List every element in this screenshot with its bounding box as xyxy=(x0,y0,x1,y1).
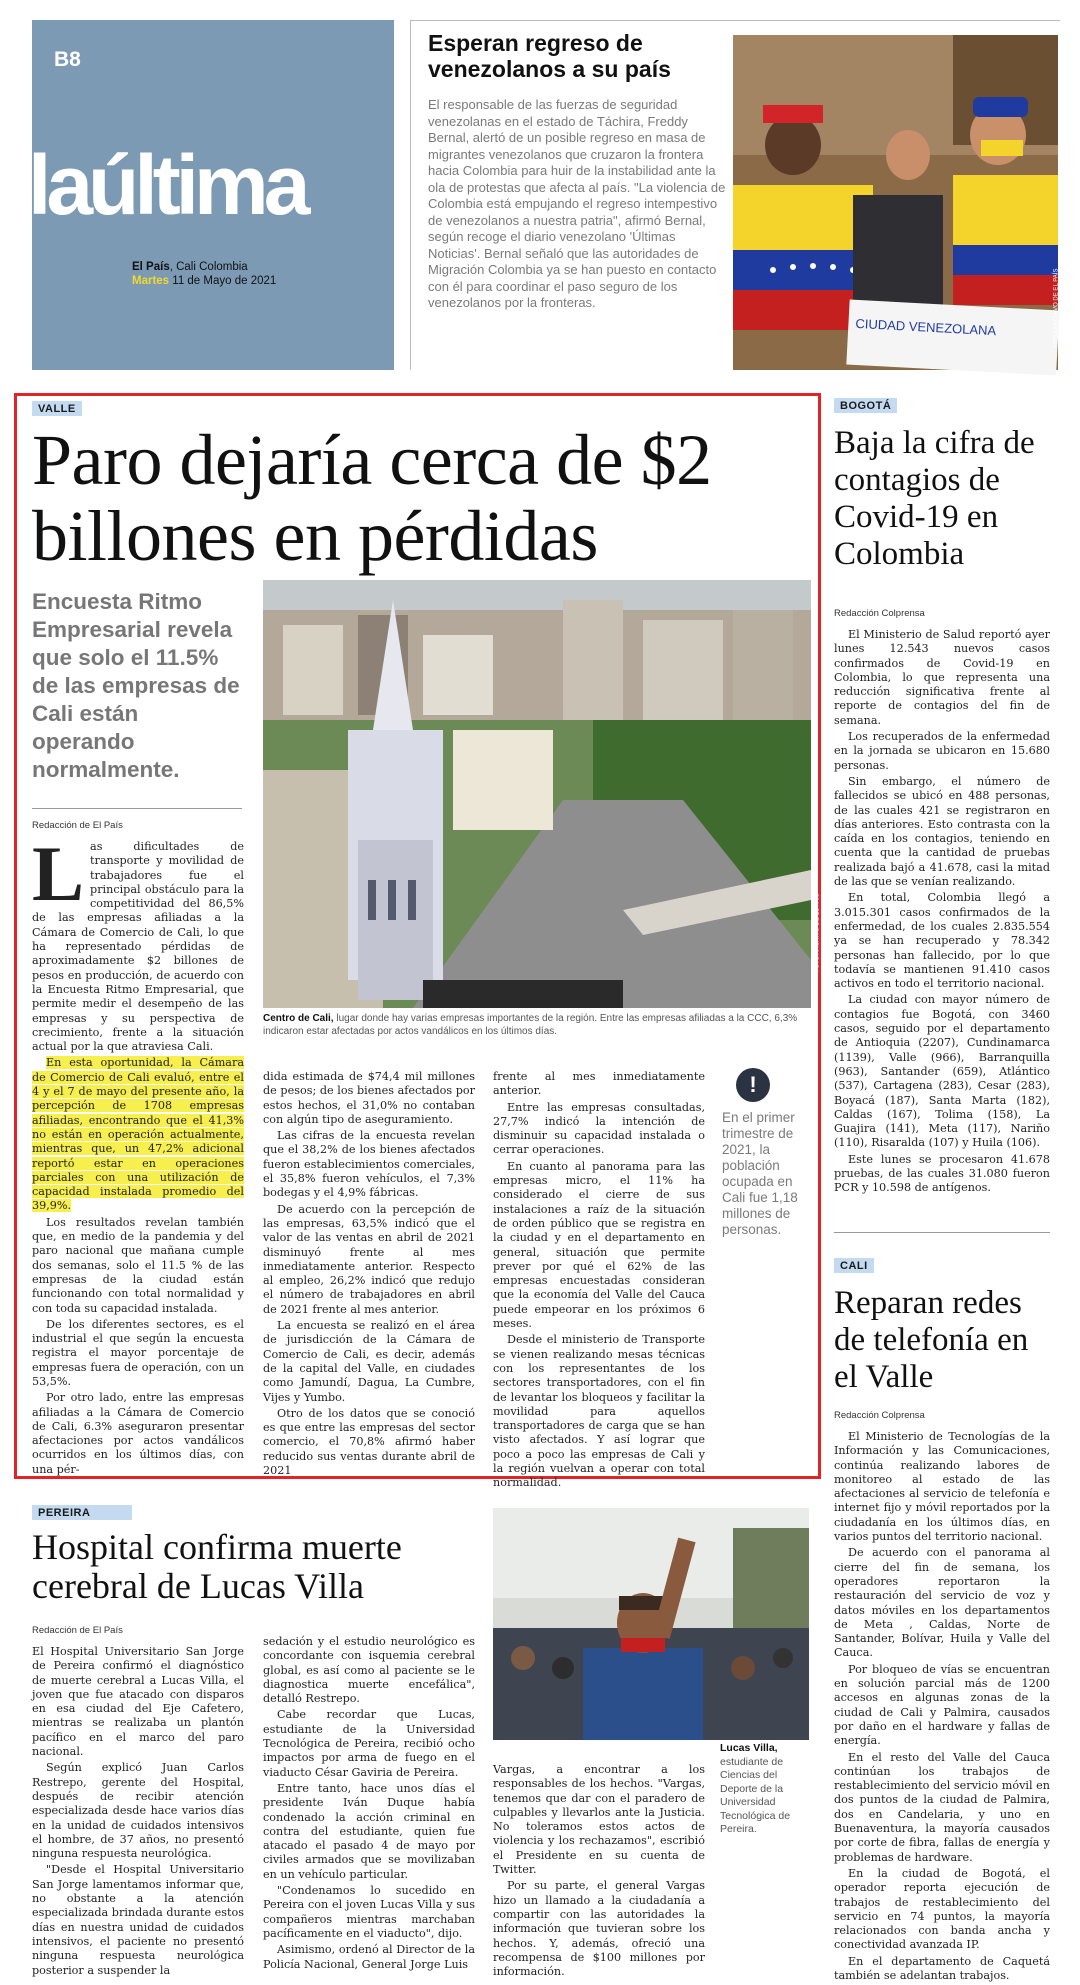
fact-sidebar xyxy=(722,1068,812,1238)
hospital-para: Entre tanto, hace unos días el presidente Iván Duque había condenado la acción criminal en contra del estudiante, quien fue atacado el pasado 4 de mayo por civiles armados que se movilizaban en un vehículo particular. xyxy=(263,1781,475,1881)
hospital-caption-text: estudiante de Ciencias del Deporte de la Universidad Tecnológica de Pereira. xyxy=(720,1755,791,1835)
main-col1-para: Por otro lado, entre las empresas afiliadas a la Cámara de Comercio de Cali, 6.3% aseguraron presentar afectaciones por actos vandálicos ocurridos en los últimos días, con una pér- xyxy=(32,1391,244,1476)
main-col3-para: Desde el ministerio de Transporte se vienen realizando mesas técnicas con los representantes de los sectores transportadores, con el fin de levantar los bloqueos y facilitar la movilidad para aquellos transportadores de carga que se han visto afectados. Y así lograr que poco a poco las empresas de Cali y la región vuelvan a operar con total normalidad. xyxy=(493,1333,705,1490)
masthead-logo: laúltima xyxy=(28,138,306,232)
paper-name: El País xyxy=(132,261,170,273)
covid-para: En total, Colombia llegó a 3.015.301 casos confirmados de la enfermedad, de los cuales 2.835.554 ya se han recuperado y 78.342 personas han fallecido, por lo que todavía se mantienen 91.410 casos activos en todo el territorio nacional. xyxy=(834,891,1050,991)
main-photo xyxy=(263,580,821,1008)
main-col3-para: En cuanto al panorama para las empresas micro, el 11% ha considerado el cierre de sus instalaciones a raíz de la situación de orden público que se registra en la ciudad y en el departamento en general, situación que permite prever por qué el 62% de las empresas encuestadas consideran que la economía del Valle del Cauca puede empeorar en los próximos 6 meses. xyxy=(493,1159,705,1331)
telecom-para: En el departamento de Caquetá también se adelantan trabajos. xyxy=(834,1954,1050,1982)
hospital-photo xyxy=(493,1508,809,1740)
telecom-para: En la ciudad de Bogotá, el operador reporta ejecución de trabajos de restablecimiento del servicio en 74 puntos, la mayoría relacionados con banda ancha y conectividad avanzada IP. xyxy=(834,1866,1050,1952)
main-col1-para xyxy=(32,1056,244,1213)
main-col2-para: La encuesta se realizó en el área de jurisdicción de la Cámara de Comercio de Cali, es decir, además de la capital del Valle, en ciudades como Jamundí, Dagua, La Cumbre, Vijes y Yumbo. xyxy=(263,1319,475,1404)
main-col3-para: Entre las empresas consultadas, 27,7% indicó la intención de disminuir su capacidad instalada o cerrar operaciones. xyxy=(493,1100,705,1157)
hospital-caption-bold: Lucas Villa, xyxy=(720,1742,778,1754)
page-number: B8 xyxy=(54,48,81,71)
date: 11 de Mayo de 2021 xyxy=(169,275,277,287)
telecom-body xyxy=(834,1430,1050,1985)
telecom-para: Por bloqueo de vías se encuentran en solución parcial más de 1200 accesos en algunas zonas de la ciudad de Cali y Palmira, causados por daño en el hardware y fallas de energía. xyxy=(834,1662,1050,1748)
hospital-para: Por su parte, el general Vargas hizo un llamado a la ciudadanía a compartir con las autoridades la información que tuvieran sobre los hechos. Y, además, ofreció una recompensa de $100 millones por información. xyxy=(493,1879,705,1979)
main-col1-para: Los resultados revelan también que, en medio de la pandemia y del paro nacional que mañana cumple dos semanas, solo el 11.5 % de las empresas de la ciudad están funcionando con total normalidad y con toda su capacidad instalada. xyxy=(32,1215,244,1315)
hospital-byline: Redacción de El País xyxy=(32,1625,123,1636)
main-col2-para: dida estimada de $74,4 mil millones de pesos; de los bienes afectados por estos hechos, el 31,0% no contaban con algún tipo de aseguramiento. xyxy=(263,1070,475,1126)
divider-top-horizontal xyxy=(410,20,1060,21)
section-tag-cali: CALI xyxy=(834,1258,874,1273)
section-tag-valle: VALLE xyxy=(32,401,82,416)
main-col2-para: Otro de los datos que se conoció es que entre las empresas del sector comercio, el 70,8% afirmó haber reducido sus ventas durante abril de 2021 xyxy=(263,1406,475,1478)
hospital-col-2 xyxy=(263,1635,475,1974)
main-col2-para: De acuerdo con la percepción de las empresas, 63,5% indicó que el valor de las ventas en abril de 2021 disminuyó frente al mes inmediatamente anterior. Respecto al empleo, 26,2% indicó que redujo el número de trabajadores en abril de 2021 frente al mes anterior. xyxy=(263,1202,475,1316)
top-story-photo xyxy=(733,35,1058,370)
hospital-col-1 xyxy=(32,1645,244,1980)
hospital-para: Cabe recordar que Lucas, estudiante de la Universidad Tecnológica de Pereira, recibió ocho impactos por arma de fuego en el viaducto César Gaviria de Pereira. xyxy=(263,1708,475,1779)
main-col1-para: Las dificultades de transporte y movilidad de trabajadores fue el principal obstáculo para la competitividad del 86,5% de las empresas afiliadas a la Cámara de Comercio de Cali, lo que ha representado pérdidas de aproximadamente $2 billones de pesos en producción, de acuerdo con la Encuesta Ritmo Empresarial, que permite medir el desempeño de las empresas y su perspectiva de crecimiento, frente a la situación actual por la que atraviesa Cali. xyxy=(32,830,244,1054)
main-photo-caption xyxy=(263,1012,811,1038)
main-col-2 xyxy=(263,1070,475,1480)
covid-para: El Ministerio de Salud reportó ayer lunes 12.543 nuevos casos confirmados de Covid-19 en Colombia, lo que representa una reducción significativa frente al reporte de contagios del fin de semana. xyxy=(834,628,1050,727)
top-story-text: El responsable de las fuerzas de seguridad venezolanas en el estado de Táchira, Freddy Bernal, alertó de un posible regreso en masa de migrantes venezolanos que cruzaron la frontera hacia Colombia para huir de la instabilidad ante la ola de protestas que afecta al país. "La violencia de Colombia está empujando el regreso intempestivo de venezolanos a nuestra patria", afirmó Bernal, según recoge el diario venezolano 'Últimas Noticias'. Bernal señaló que las autoridades de Migración Colombia ya se han puesto en contacto con él para coordinar el paso seguro de los venezolanos por la fronteras. xyxy=(428,97,726,310)
top-photo-credit: FOTO ARCHIVO DE EL PAÍS xyxy=(1053,268,1060,348)
hospital-para: "Desde el Hospital Universitario San Jorge lamentamos informar que, no obstante a la atención especializada brindada durante estos días en nuestra unidad de cuidados intensivos, el paciente no presentó ninguna respuesta neurológica posterior a suspender la xyxy=(32,1863,244,1977)
covid-para: Los recuperados de la enfermedad en la jornada se ubicaron en 15.680 personas. xyxy=(834,730,1050,772)
main-col2-para: Las cifras de la encuesta revelan que el 38,2% de los bienes afectados fueron establecimientos comerciales, el 35,8% fueron vehículos, el 7,3% bodegas y el 4,9% fábricas. xyxy=(263,1129,475,1200)
highlighted-text: En esta oportunidad, la Cámara de Comercio de Cali evaluó, entre el 4 y el 7 de mayo del presente año, la percepción de 1708 empresas afiliadas, encontrando que el 41,3% no están en operación actualmente, mientras que, un 47,2% adicional reportó estar en operaciones parciales con una utilización de capacidad instalada promedio del 39,9%. xyxy=(32,1056,244,1213)
main-headline: Paro dejaría cerca de $2 billones en pérdidas xyxy=(32,420,712,576)
covid-body xyxy=(834,628,1050,1198)
hospital-para: Vargas, a encontrar a los responsables de los hechos. "Vargas, tenemos que dar con el paradero de culpables y llevarlos ante la Justicia. No toleramos estos actos de violencia y los rechazamos", escribió el Presidente en su cuenta de Twitter. xyxy=(493,1763,705,1877)
section-tag-pereira: PEREIRA xyxy=(32,1505,132,1520)
hospital-para: El Hospital Universitario San Jorge de Pereira confirmó el diagnóstico de muerte cerebral a Lucas Villa, el joven que fue atacado con disparos en esa ciudad del Eje Cafetero, mientras se realizaba un plantón pacífico en el marco del paro nacional. xyxy=(32,1645,244,1759)
main-col-1 xyxy=(32,830,244,1479)
hospital-para: Según explicó Juan Carlos Restrepo, gerente del Hospital, después de recibir atención especializada desde hace varios días en la unidad de cuidados intensivos el hombre, de 37 años, no presentó ninguna respuesta neurológica. xyxy=(32,1761,244,1861)
telecom-para: De acuerdo con el panorama al cierre del fin de semana, los operadores reportaron la restauración del servicio de voz y datos móviles en los departamentos de Meta , Caldas, Norte de Santander, Bolívar, Huila y Valle del Cauca. xyxy=(834,1546,1050,1660)
exclamation-icon: ! xyxy=(736,1068,770,1102)
telecom-para: El Ministerio de Tecnologías de la Información y las Comunicaciones, continúa realizando labores de monitoreo al estado de las afectaciones al servicio de telefonía e internet fijo y móvil reportados por la ciudadanía en los últimos días, en varios puntos del territorio nacional. xyxy=(834,1430,1050,1544)
hospital-headline: Hospital confirma muerte cerebral de Lucas Villa xyxy=(32,1527,402,1606)
main-col-3 xyxy=(493,1070,705,1493)
hospital-col-3 xyxy=(493,1763,705,1981)
hospital-photo-caption xyxy=(720,1742,810,1837)
masthead xyxy=(28,20,394,370)
main-byline: Redacción de El País xyxy=(32,820,123,831)
main-col1-para: De los diferentes sectores, es el industrial el que según la encuesta registra el mayor porcentaje de empresas fuera de operación, con un 53,5%. xyxy=(32,1317,244,1388)
drop-cap: L xyxy=(32,830,85,917)
main-photo-credit: FOTO ARCHIVO DE EL PAÍS xyxy=(814,893,821,973)
paper-city: , Cali Colombia xyxy=(169,261,248,273)
covid-para: Sin embargo, el número de fallecidos se ubicó en 488 personas, de las cuales 421 se registraron en días anteriores. Esto contrasta con la caída en los contagios, teniendo en cuenta que la cantidad de pruebas realizada bajó a 41.678, casi la mitad de las que se venían realizando. xyxy=(834,774,1050,889)
top-story-title: Esperan regreso de venezolanos a su país xyxy=(428,30,671,82)
deck-divider xyxy=(32,808,242,809)
main-deck: Encuesta Ritmo Empresarial revela que solo el 11.5% de las empresas de Cali están operando normalmente. xyxy=(32,589,240,782)
hospital-para: Asimismo, ordenó al Director de la Policía Nacional, General Jorge Luis xyxy=(263,1943,475,1971)
masthead-dateline xyxy=(132,260,276,288)
covid-byline: Redacción Colprensa xyxy=(834,608,925,619)
weekday: Martes xyxy=(132,275,170,287)
covid-para: La ciudad con mayor número de contagios fue Bogotá, con 3460 casos, seguido por el departamento de Antioquia (2207), Cundinamarca (1139), Valle (966), Barranquilla (963), Santander (659), Atlántico (537), Cartagena (283), Cesar (283), Boyacá (187), Santa Marta (182), Caldas (167), Tolima (158), La Guajira (141), Meta (117), Nariño (110), Risaralda (107) y Huila (106). xyxy=(834,993,1050,1150)
photo-sign-text: CIUDAD VENEZOLANA xyxy=(855,315,997,339)
hospital-para: sedación y el estudio neurológico es concordante con isquemia cerebral global, es así como al paciente se le diagnostica muerte encefálica", detalló Restrepo. xyxy=(263,1635,475,1706)
telecom-headline: Reparan redes de telefonía en el Valle xyxy=(834,1285,1029,1395)
hospital-para: "Condenamos lo sucedido en Pereira con el joven Lucas Villa y sus compañeros mientras marchaban pacíficamente en el viaducto", dijo. xyxy=(263,1884,475,1940)
telecom-byline: Redacción Colprensa xyxy=(834,1410,925,1421)
telecom-para: En el resto del Valle del Cauca continúan los trabajos de restablecimiento del servicio móvil en dos puntos de la ciudad de Palmira, dos en Candelaria, y uno en Buenaventura, la mayoría causados por corte de fibra, fallas de energía y problemas de hardware. xyxy=(834,1750,1050,1864)
section-tag-bogota: BOGOTÁ xyxy=(834,398,897,413)
fact-text: En el primer trimestre de 2021, la población ocupada en Cali fue 1,18 millones de personas. xyxy=(722,1110,798,1237)
covid-para: Este lunes se procesaron 41.678 pruebas, de las cuales 31.080 fueron PCR y 10.598 de antígenos. xyxy=(834,1152,1050,1195)
covid-headline: Baja la cifra de contagios de Covid-19 en Colombia xyxy=(834,425,1035,572)
divider-top-left xyxy=(410,20,411,370)
caption-text: lugar donde hay varias empresas importantes de la región. Entre las empresas afiliadas a la CCC, 6,3% indicaron estar afectadas por actos vandálicos en los últimos días. xyxy=(263,1013,798,1037)
right-column-divider xyxy=(834,1232,1050,1233)
main-col3-para: frente al mes inmediatamente anterior. xyxy=(493,1070,705,1098)
caption-bold: Centro de Cali, xyxy=(263,1013,334,1024)
